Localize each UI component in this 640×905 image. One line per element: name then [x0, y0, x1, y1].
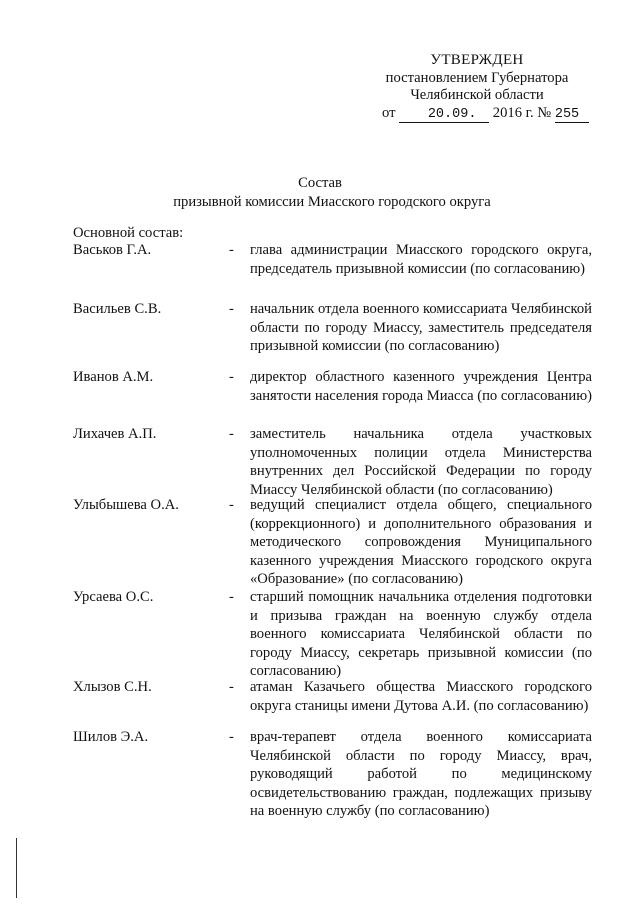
member-name: Улыбышева О.А.: [73, 497, 179, 513]
member-role: старший помощник начальника отделения подготовки и призыва граждан на военную службу отдела военного комиссариата Челябинской области по городу Миассу, секретарь призывной комиссии (по согласованию): [250, 589, 592, 680]
member-name: Иванов А.М.: [73, 369, 154, 385]
member-dash: -: [229, 369, 234, 385]
member-name: Хлызов С.Н.: [73, 679, 152, 695]
member-dash: -: [229, 497, 234, 513]
member-dash: -: [229, 679, 234, 695]
approval-line-2: Челябинской области: [410, 87, 544, 103]
approval-title: УТВЕРЖДЕН: [430, 52, 524, 68]
member-row: [73, 728, 593, 828]
approval-date-line: [372, 105, 582, 123]
member-role: атаман Казачьего общества Миасского городского округа станицы имени Дутова А.И. (по согласованию): [250, 679, 592, 714]
member-row: [73, 300, 593, 368]
member-role: начальник отдела военного комиссариата Челябинской области по городу Миассу, заместитель председателя призывной комиссии (по согласованию): [250, 301, 592, 355]
decree-year: 2016 г. №: [492, 104, 552, 121]
decree-number: 255: [555, 107, 589, 123]
member-row: [73, 368, 593, 425]
member-role: заместитель начальника отдела участковых уполномоченных полиции отдела Министерства внутренних дел Российской Федерации по городу Миассу Челябинской области (по согласованию): [250, 426, 592, 498]
member-name: Васильев С.В.: [73, 301, 162, 317]
member-name: Лихачев А.П.: [73, 426, 157, 442]
member-dash: -: [229, 242, 234, 258]
member-role: директор областного казенного учреждения Центра занятости населения города Миасса (по согласованию): [250, 369, 592, 404]
member-role: ведущий специалист отдела общего, специального (коррекционного) и дополнительного образования и методического сопровождения Муниципального казенного учреждения Миасского городского округа «Образование» (по согласованию): [250, 497, 592, 588]
member-row: [73, 496, 593, 588]
member-row: [73, 588, 593, 678]
date-prefix: от: [382, 104, 396, 121]
member-dash: -: [229, 589, 234, 605]
member-role: глава администрации Миасского городского округа, председатель призывной комиссии (по согласованию): [250, 242, 592, 277]
members-list: [73, 241, 593, 828]
member-name: Шилов Э.А.: [73, 729, 149, 745]
member-row: [73, 678, 593, 728]
heading-line-2: призывной комиссии Миасского городского округа: [173, 194, 491, 210]
members-section-title: Основной состав:: [73, 225, 184, 241]
member-dash: -: [229, 301, 234, 317]
document-heading: [0, 174, 640, 212]
member-row: [73, 241, 593, 300]
heading-line-1: Состав: [298, 175, 342, 191]
approval-line-1: постановлением Губернатора: [385, 69, 569, 86]
decree-date: 20.09.: [399, 107, 489, 123]
scan-edge-mark: [16, 838, 17, 898]
member-role: врач-терапевт отдела военного комиссариата Челябинской области по городу Миассу, врач, руководящий работой по медицинскому освидетельствованию граждан, подлежащих призыву на военную службу (по согласованию): [250, 729, 592, 820]
member-dash: -: [229, 426, 234, 442]
member-dash: -: [229, 729, 234, 745]
member-row: [73, 425, 593, 496]
member-name: Урсаева О.С.: [73, 589, 154, 605]
member-name: Васьков Г.А.: [73, 242, 152, 258]
approval-stamp: [372, 52, 582, 123]
